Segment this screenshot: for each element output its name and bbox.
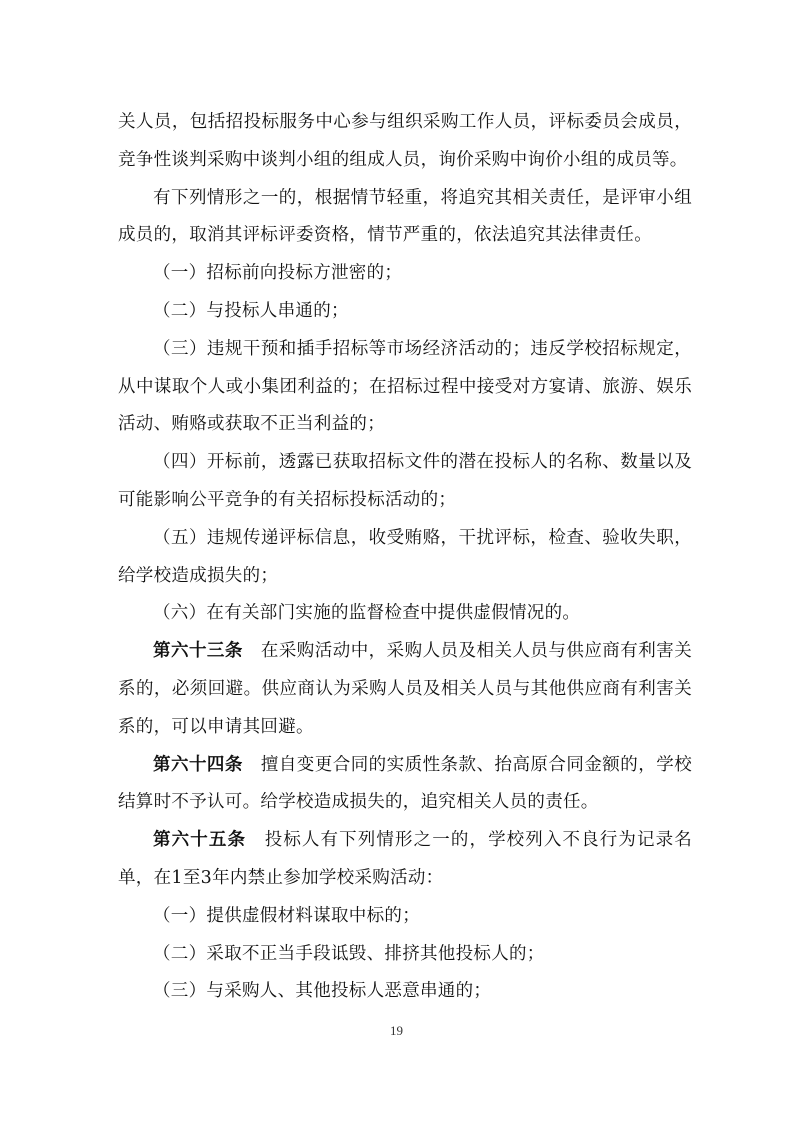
list-item [118, 255, 692, 293]
list-item [118, 331, 692, 444]
paragraph-text: 在采购活动中，采购人员及相关人员与供应商有利害关系的，必须回避。供应商认为采购人员及相关人员与其他供应商有利害关系的，可以申请其回避。 [118, 641, 692, 737]
paragraph-text: 投标人有下列情形之一的，学校列入不良行为记录名单，在1至3年内禁止参加学校采购活动： [118, 830, 693, 888]
article-number: 第六十四条 [153, 754, 243, 775]
page-number: 19 [390, 1023, 403, 1038]
paragraph [118, 180, 692, 256]
list-item [118, 936, 692, 974]
article-number: 第六十三条 [153, 641, 243, 662]
article-paragraph [118, 747, 692, 823]
paragraph [118, 104, 692, 180]
paragraph-text: （一）提供虚假材料谋取中标的； [153, 905, 420, 926]
paragraph-text: （六）在有关部门实施的监督检查中提供虚假情况的。 [153, 603, 581, 624]
paragraph-text: 关人员，包括招投标服务中心参与组织采购工作人员，评标委员会成员，竞争性谈判采购中谈判小组的组成人员，询价采购中询价小组的成员等。 [118, 112, 692, 170]
list-item [118, 898, 692, 936]
list-item [118, 293, 692, 331]
paragraph-text: （二）采取不正当手段诋毁、排挤其他投标人的； [153, 943, 545, 964]
body-text [118, 104, 692, 1011]
paragraph-text: （四）开标前，透露已获取招标文件的潜在投标人的名称、数量以及可能影响公平竞争的有关招标投标活动的； [118, 452, 692, 510]
article-paragraph [118, 822, 692, 898]
paragraph-text: 有下列情形之一的，根据情节轻重，将追究其相关责任，是评审小组成员的，取消其评标评委资格，情节严重的，依法追究其法律责任。 [118, 187, 692, 246]
list-item [118, 973, 692, 1011]
paragraph-text: （三）违规干预和插手招标等市场经济活动的；违反学校招标规定，从中谋取个人或小集团利益的；在招标过程中接受对方宴请、旅游、娱乐活动、贿赂或获取不正当利益的； [118, 338, 692, 435]
paragraph-text: 擅自变更合同的实质性条款、抬高原合同金额的，学校结算时不予认可。给学校造成损失的，追究相关人员的责任。 [118, 754, 692, 813]
paragraph-text: （三）与采购人、其他投标人恶意串通的； [153, 981, 492, 1002]
article-paragraph [118, 633, 692, 746]
paragraph-text: （一）招标前向投标方泄密的； [153, 263, 403, 284]
list-item [118, 595, 692, 633]
paragraph-text: （五）违规传递评标信息，收受贿赂，干扰评标，检查、验收失职，给学校造成损失的； [118, 527, 692, 586]
article-number: 第六十五条 [153, 830, 247, 851]
list-item [118, 520, 692, 596]
paragraph-text: （二）与投标人串通的； [153, 300, 349, 321]
list-item [118, 444, 692, 520]
